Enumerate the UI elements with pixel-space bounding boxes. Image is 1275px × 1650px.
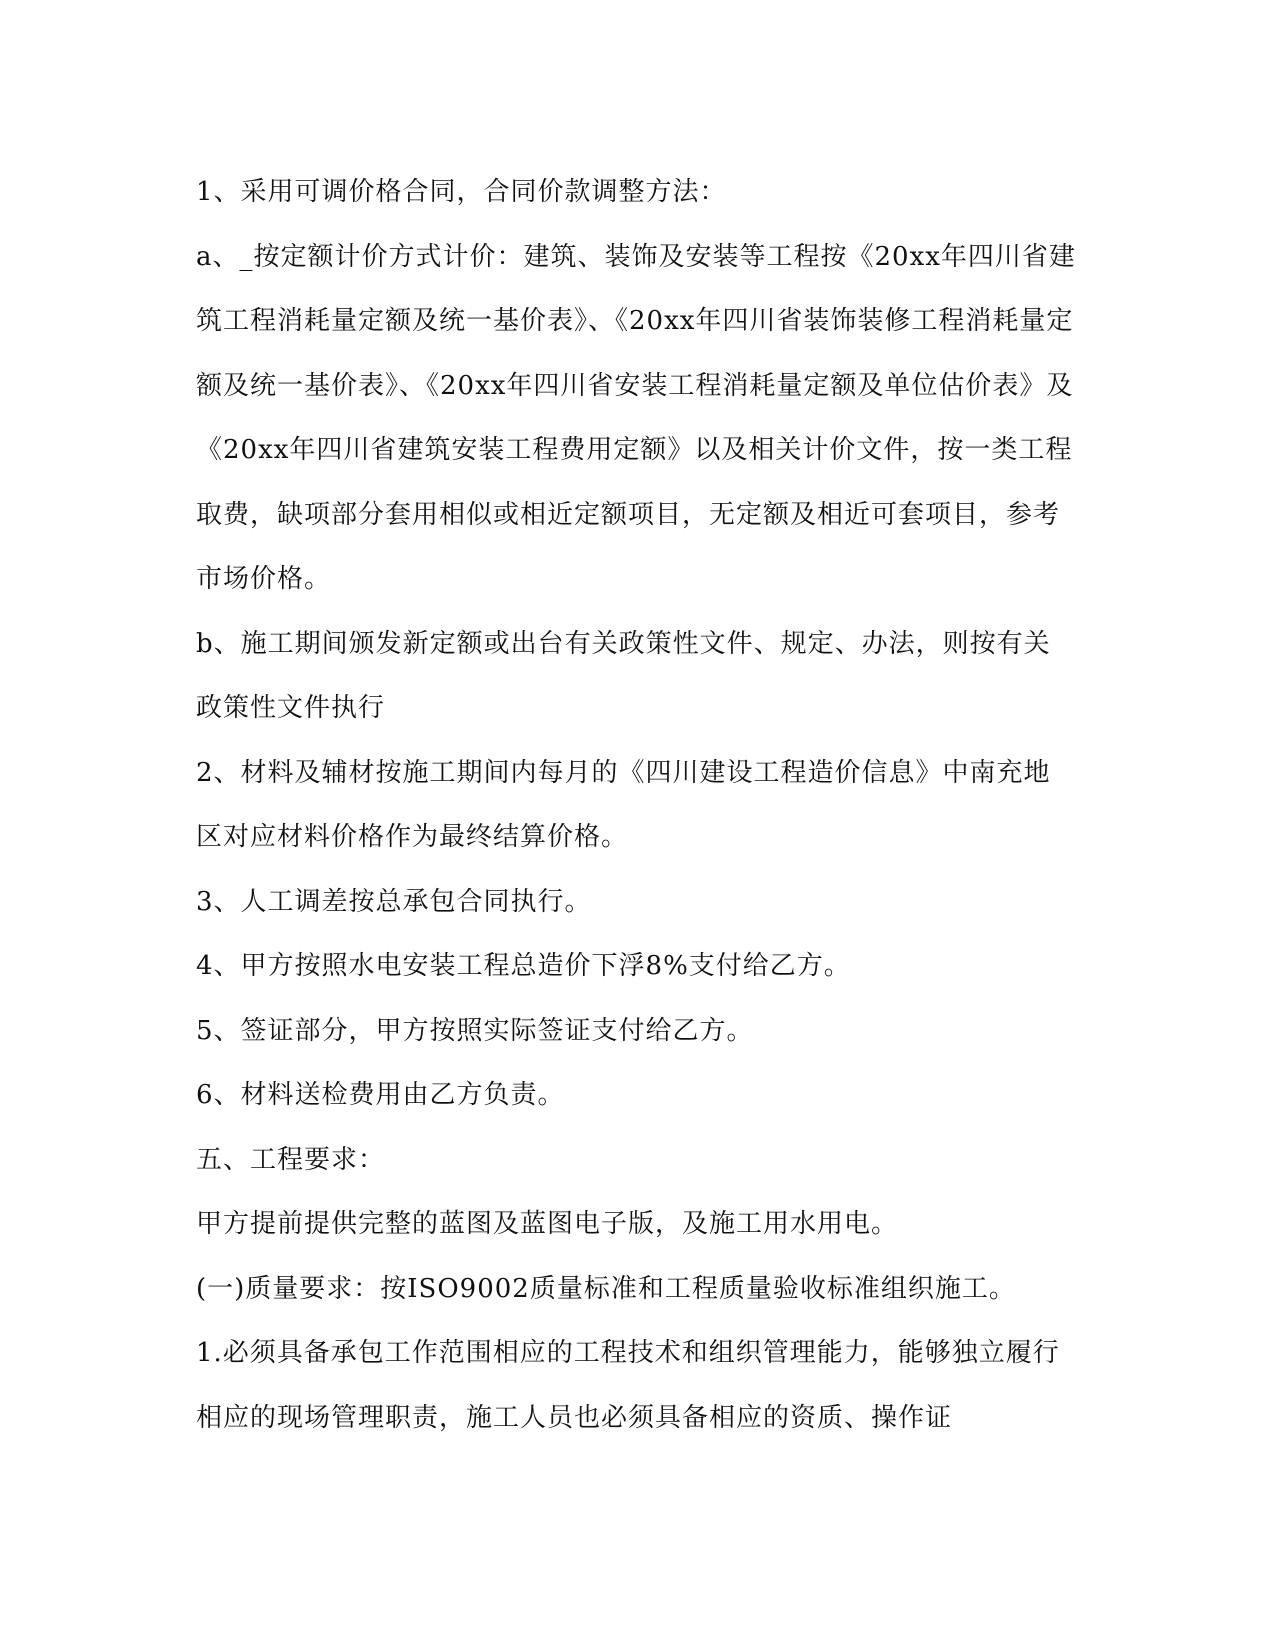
quality-requirements: (一)质量要求：按ISO9002质量标准和工程质量验收标准组织施工。	[196, 1273, 1016, 1304]
clause-4-discount: 4、甲方按照水电安装工程总造价下浮8%支付给乙方。	[196, 951, 851, 981]
section-5-intro: 甲方提前提供完整的蓝图及蓝图电子版，及施工用水用电。	[196, 1209, 899, 1239]
clause-6-testing-fee: 6、材料送检费用由乙方负责。	[196, 1080, 565, 1110]
requirement-1: 1.必须具备承包工作范围相应的工程技术和组织管理能力，能够独立履行相应的现场管理职责，施工人员也必须具备相应的资质、操作证	[196, 1338, 1060, 1433]
clause-1a-quota-pricing: a、_按定额计价方式计价：建筑、装饰及安装等工程按《20xx年四川省建筑工程消耗量定额及统一基价表》、《20xx年四川省装饰装修工程消耗量定额及统一基价表》、《20xx年四川省安装工程消耗量定额及单位估价表》及《20xx年四川省建筑安装工程费用定额》以及相关计价文件，按一类工程取费，缺项部分套用相似或相近定额项目，无定额及相近可套项目，参考市场价格。	[196, 241, 1076, 594]
clause-2-materials: 2、材料及辅材按施工期间内每月的《四川建设工程造价信息》中南充地区对应材料价格作为最终结算价格。	[196, 757, 1051, 852]
clause-1-price-adjustment: 1、采用可调价格合同，合同价款调整方法：	[196, 177, 727, 207]
document-body	[196, 160, 1076, 1450]
clause-3-labor: 3、人工调差按总承包合同执行。	[196, 886, 592, 917]
clause-5-visa: 5、签证部分，甲方按照实际签证支付给乙方。	[196, 1015, 754, 1046]
clause-1b-new-policy: b、施工期间颁发新定额或出台有关政策性文件、规定、办法，则按有关政策性文件执行	[196, 628, 1051, 723]
section-5-heading: 五、工程要求：	[196, 1144, 386, 1175]
